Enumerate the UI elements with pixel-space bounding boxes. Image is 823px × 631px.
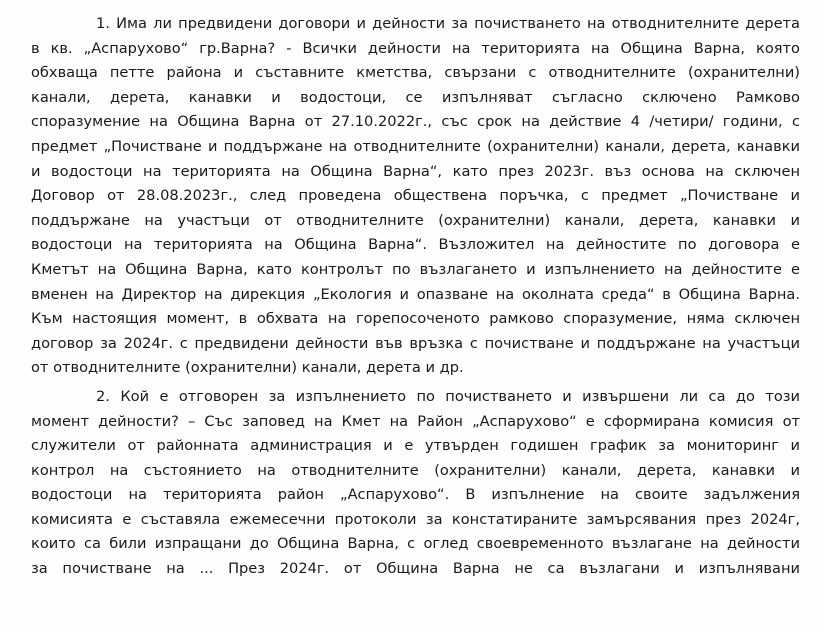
paragraph-line: в кв. „Аспарухово“ гр.Варна? - Всички дейности на територията на Община Варна, която <box>31 39 800 57</box>
paragraph-line: Договор от 28.08.2023г., след проведена обществена поръчка, с предмет „Почистване и <box>31 187 800 205</box>
paragraph-line: споразумение на Община Варна от 27.10.2022г., със срок на действие 4 /четири/ години, с <box>31 113 800 131</box>
paragraph-line: които са били изпращани до Община Варна, с оглед своевременното възлагане на дейности <box>31 535 800 553</box>
paragraph-line: водостоци на територията район „Аспарухово“. В изпълнение на своите задължения <box>31 486 800 504</box>
paragraph-line: 1. Има ли предвидени договори и дейности за почистването на отводнителните дерета <box>96 15 800 32</box>
paragraph-line: канали, дерета, канавки и водостоци, се изпълняват съгласно сключено Рамково <box>31 88 800 106</box>
paragraph-line: водостоци на територията на Община Варна“. Възложител на дейностите по договора е <box>31 236 800 254</box>
paragraph-line: предмет „Почистване и поддържане на отводнителните (охранителни) канали, дерета, канавки <box>31 137 800 155</box>
paragraph-line: момент дейности? – Със заповед на Кмет на Район „Аспарухово“ е сформирана комисия от <box>31 412 800 430</box>
paragraph-line: поддържане на участъци от отводнителните (охранителни) канали, дерета, канавки и <box>31 211 800 229</box>
paragraph-line: и водостоци на територията на Община Варна“, като през 2023г. въз основа на сключен <box>31 162 800 180</box>
paragraph-1 <box>31 12 800 381</box>
paragraph-line: Към настоящия момент, в обхвата на горепосоченото рамково споразумение, няма сключен <box>31 310 800 328</box>
paragraph-line: служители от районната администрация и е утвърден годишен график за мониторинг и <box>31 437 800 455</box>
paragraph-line: за почистване на ... През 2024г. от Община Варна не са възлагани и изпълнявани <box>31 560 800 578</box>
paragraph-line: договор за 2024г. с предвидени дейности във връзка с почистване и поддържане на участъци <box>31 334 800 352</box>
paragraph-line: 2. Кой е отговорен за изпълнението по почистването и извършени ли са до този <box>96 387 800 405</box>
paragraph-line: контрол на състоянието на отводнителните (охранителни) канали, дерета, канавки и <box>31 461 800 479</box>
paragraph-line: комисията е съставяла ежемесечни протоколи за констатираните замърсявания през 2024г, <box>31 510 800 528</box>
paragraph-line: обхваща петте района и съставните кметства, свързани с отводнителните (охранителни) <box>31 64 800 82</box>
paragraph-line: вменен на Директор на дирекция „Екология и опазване на околната среда“ в Община Варна. <box>31 285 800 303</box>
paragraph-line: Кметът на Община Варна, като контролът по възлагането и изпълнението на дейностите е <box>31 260 800 278</box>
paragraph-line: от отводнителните (охранителни) канали, дерета и др. <box>31 359 464 377</box>
document-body <box>31 12 800 582</box>
paragraph-2 <box>31 385 800 582</box>
